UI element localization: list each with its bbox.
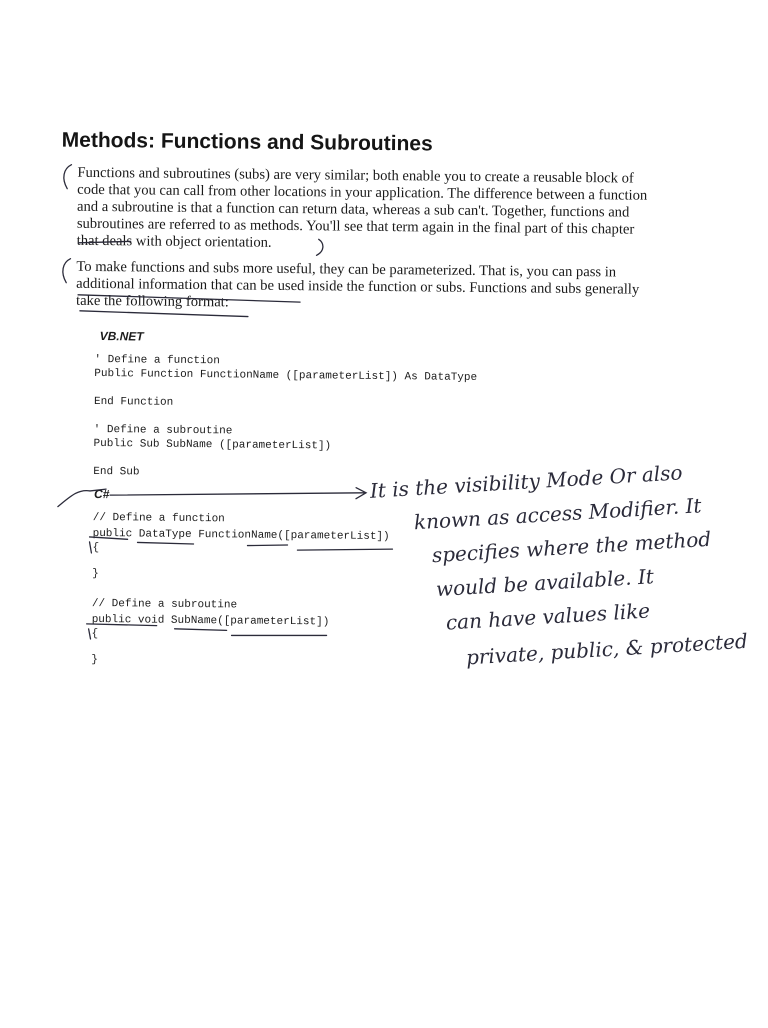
vbnet-end-function: End Function [93, 395, 174, 409]
paragraph-line: additional information that can be used inside the function or subs. Functions and subs generally [76, 275, 640, 298]
csharp-close-brace: } [92, 567, 99, 581]
csharp-comment-sub: // Define a subroutine [91, 597, 238, 612]
vbnet-sub-declaration: Public Sub SubName ([parameterList]) [93, 437, 332, 453]
paragraph-line: code that you can call from other locations in your application. The difference between a function [77, 181, 648, 204]
note-line: private, public, & protected [465, 628, 749, 670]
paragraph-line: Functions and subroutines (subs) are very similar; both enable you to create a reusable block of [77, 164, 634, 187]
paragraph-line: take the following format: [75, 292, 229, 311]
pen-underlines [59, 165, 396, 642]
csharp-heading: C# [93, 486, 110, 502]
arrow-to-note [58, 485, 366, 510]
note-line: It is the visibility Mode Or also [369, 460, 684, 503]
csharp-close-brace: } [91, 653, 98, 667]
vbnet-comment-function: ' Define a function [94, 353, 220, 368]
csharp-open-brace: { [91, 627, 99, 641]
csharp-sub-declaration: public void SubName([parameterList]) [91, 613, 330, 629]
section-heading: Methods: Functions and Subroutines [61, 128, 433, 156]
vbnet-end-sub: End Sub [93, 465, 140, 479]
note-line: known as access Modifier. It [413, 493, 703, 535]
note-line: specifies where the method [431, 526, 712, 568]
vbnet-heading: VB.NET [99, 329, 144, 344]
csharp-open-brace: { [92, 541, 100, 555]
note-line: would be available. It [435, 564, 655, 602]
note-line: can have values like [445, 598, 651, 635]
paragraph-line: and a subroutine is that a function can return data, whereas a sub can't. Together, functions and [76, 198, 630, 221]
paragraph-line: To make functions and subs more useful, they can be parameterized. That is, you can pass in [76, 258, 617, 281]
csharp-function-declaration: public DataType FunctionName([parameterList]) [92, 527, 390, 544]
csharp-comment-function: // Define a function [92, 511, 225, 526]
handwritten-note [368, 457, 748, 675]
vbnet-function-declaration: Public Function FunctionName ([parameterList]) As DataType [94, 367, 478, 384]
vbnet-comment-sub: ' Define a subroutine [93, 423, 233, 438]
paragraph-line: that deals with object orientation. [76, 232, 272, 251]
paragraph-line: subroutines are referred to as methods. You'll see that term again in the final part of this chapter [76, 215, 635, 238]
